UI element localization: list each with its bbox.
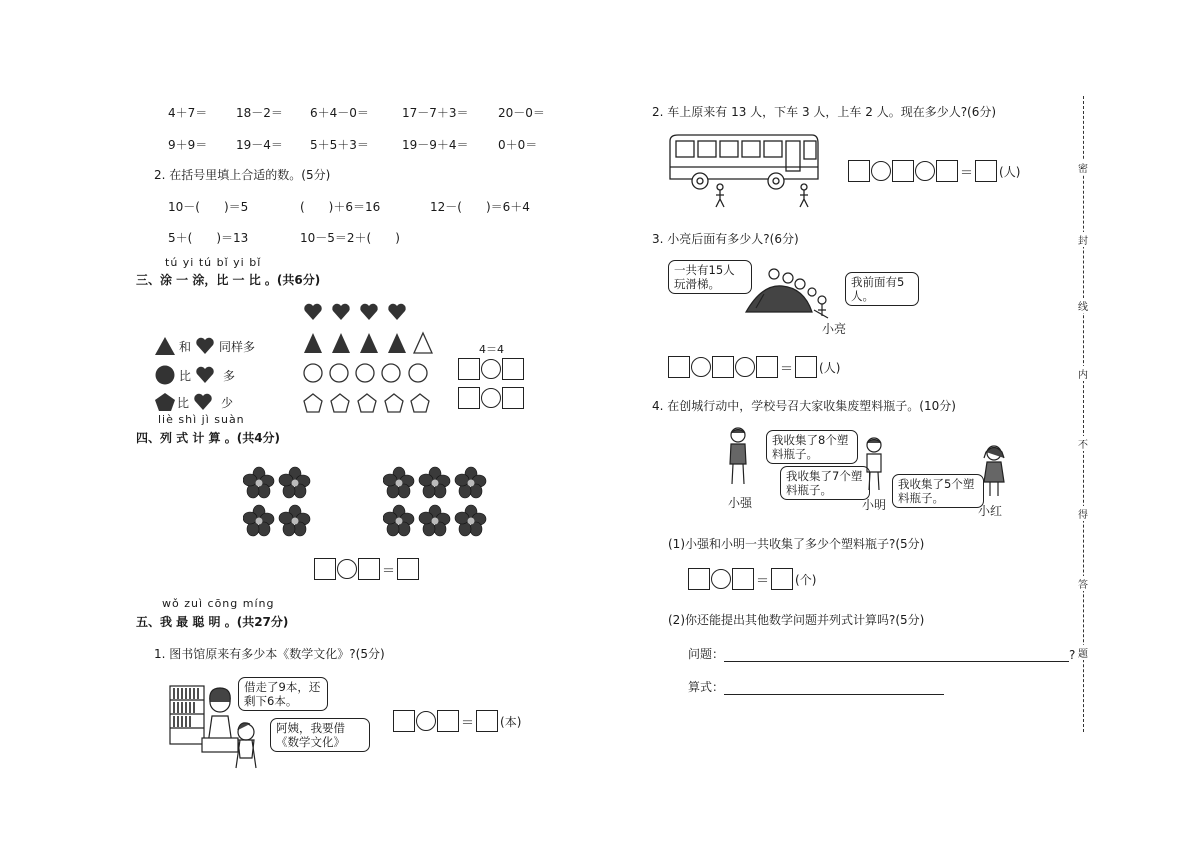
formula-line	[688, 678, 944, 695]
pentagons-row	[303, 392, 433, 417]
answer-circle[interactable]	[481, 359, 501, 379]
answer-box[interactable]	[795, 356, 817, 378]
answer-circle[interactable]	[871, 161, 891, 181]
answer-box[interactable]	[358, 558, 380, 580]
equals-sign: ＝	[960, 165, 974, 181]
bus-illustration	[666, 131, 824, 214]
r-q3-title: 3. 小亮后面有多少人?(6分)	[652, 232, 799, 246]
answer-box[interactable]	[771, 568, 793, 590]
answer-box[interactable]	[668, 356, 690, 378]
fill-item: 10－5＝2＋( )	[300, 231, 400, 245]
seal-char: 题	[1078, 645, 1088, 660]
seal-dashed-line	[1083, 96, 1084, 732]
formula-input[interactable]	[724, 681, 944, 695]
compare-row-same	[154, 336, 255, 356]
compare-tail: 多	[223, 368, 236, 383]
heart-icon	[193, 393, 213, 411]
compare-conn: 比	[177, 395, 190, 410]
seal-char: 密	[1078, 160, 1088, 175]
unit-label: (人)	[999, 164, 1021, 179]
seal-char: 线	[1078, 298, 1088, 313]
r-q4-sub1: (1)小强和小明一共收集了多少个塑料瓶子?(5分)	[668, 537, 925, 551]
answer-box[interactable]	[476, 710, 498, 732]
heart-icons	[303, 302, 408, 322]
slide-picture	[742, 264, 842, 322]
compare-tail: 少	[221, 395, 234, 410]
compare-conn: 比	[179, 368, 192, 383]
question-input[interactable]	[724, 648, 1069, 662]
flower-icons	[243, 466, 315, 538]
q5-1-title: 1. 图书馆原来有多少本《数学文化》?(5分)	[154, 647, 385, 661]
q2-title: 2. 在括号里填上合适的数。(5分)	[154, 168, 331, 182]
equals-sign: ＝	[461, 715, 475, 731]
arith-item: 20－0＝	[498, 106, 545, 120]
heart-icon	[195, 337, 215, 355]
seal-char: 不	[1078, 436, 1088, 451]
sec4-pinyin: liè shì jì suàn	[158, 413, 245, 426]
equals-sign: ＝	[756, 573, 770, 589]
r-q4-equation	[688, 568, 816, 590]
person-label: 小明	[862, 498, 887, 512]
r-q4-title: 4. 在创城行动中，学校号召大家收集废塑料瓶子。(10分)	[652, 399, 956, 413]
answer-box[interactable]	[892, 160, 914, 182]
answer-box[interactable]	[712, 356, 734, 378]
speech-bubble: 阿姨，我要借《数学文化》	[270, 718, 370, 752]
person-label: 小红	[978, 504, 1003, 518]
circle-icon	[154, 365, 176, 385]
arith-item: 9＋9＝	[168, 138, 208, 152]
triangle-icon	[154, 336, 176, 356]
formula-label: 算式：	[688, 680, 725, 694]
hearts-row	[303, 302, 408, 325]
compare-conn: 和	[179, 339, 192, 354]
seal-char: 得	[1078, 506, 1088, 521]
answer-circle[interactable]	[416, 711, 436, 731]
arith-item: 0＋0＝	[498, 138, 538, 152]
r-q4-sub2: (2)你还能提出其他数学问题并列式计算吗?(5分)	[668, 613, 925, 627]
speech-bubble: 我前面有5人。	[845, 272, 919, 306]
slide-illustration	[742, 264, 842, 325]
pentagon-icon	[154, 392, 176, 412]
triangles-row	[303, 331, 433, 358]
r-q2-equation	[848, 160, 1020, 182]
sec4-title: 四、列 式 计 算 。(共4分)	[136, 431, 281, 445]
compare-row-less	[154, 392, 233, 412]
person-label: 小强	[728, 496, 753, 510]
boy-picture	[726, 426, 750, 488]
question-label: 问题：	[688, 647, 725, 661]
seal-char: 答	[1078, 576, 1088, 591]
answer-circle[interactable]	[711, 569, 731, 589]
arith-item: 18－2＝	[236, 106, 283, 120]
answer-row-2	[458, 387, 524, 409]
circles-row	[303, 362, 433, 387]
equals-sign: ＝	[780, 361, 794, 377]
q5-1-equation	[393, 710, 521, 732]
answer-box[interactable]	[936, 160, 958, 182]
answer-circle[interactable]	[915, 161, 935, 181]
speech-bubble: 我收集了7个塑料瓶子。	[780, 466, 870, 500]
arith-item: 4＋7＝	[168, 106, 208, 120]
answer-circle[interactable]	[691, 357, 711, 377]
circle-icons	[303, 362, 433, 384]
bus-picture	[666, 131, 824, 211]
triangle-icons	[303, 331, 433, 355]
question-mark: ?	[1069, 648, 1076, 662]
sec4-equation	[314, 558, 419, 580]
arith-item: 17－7＋3＝	[402, 106, 469, 120]
fill-item: 12－( )＝6＋4	[430, 200, 530, 214]
r-q3-equation	[668, 356, 840, 378]
flower-icons	[383, 466, 491, 538]
answer-box[interactable]	[502, 387, 524, 409]
sec5-title: 五、我 最 聪 明 。(共27分)	[136, 615, 289, 629]
speech-bubble: 我收集了5个塑料瓶子。	[892, 474, 984, 508]
pentagon-icons	[303, 392, 433, 414]
answer-box[interactable]	[458, 387, 480, 409]
unit-label: (本)	[500, 714, 522, 729]
compare-row-more	[154, 365, 235, 385]
speech-bubble: 借走了9本，还剩下6本。	[238, 677, 328, 711]
heart-icon	[195, 366, 215, 384]
seal-char: 内	[1078, 366, 1088, 381]
answer-box[interactable]	[975, 160, 997, 182]
child-figure-a	[726, 426, 750, 491]
answer-box[interactable]	[314, 558, 336, 580]
sec5-pinyin: wǒ zuì cōng míng	[162, 597, 275, 610]
answer-box[interactable]	[732, 568, 754, 590]
equals-sign: ＝	[382, 563, 396, 579]
answer-box[interactable]	[756, 356, 778, 378]
sec3-title: 三、涂 一 涂，比 一 比 。(共6分)	[136, 273, 321, 287]
answer-circle[interactable]	[337, 559, 357, 579]
answer-box[interactable]	[458, 358, 480, 380]
r-q2-title: 2. 车上原来有 13 人，下车 3 人，上车 2 人。现在多少人?(6分)	[652, 105, 997, 119]
seal-char: 封	[1078, 232, 1088, 247]
flower-group-left	[243, 466, 315, 541]
answer-box[interactable]	[437, 710, 459, 732]
unit-label: (人)	[819, 360, 841, 375]
arith-item: 6＋4－0＝	[310, 106, 369, 120]
child-figure-c	[980, 444, 1008, 503]
answer-box[interactable]	[502, 358, 524, 380]
flower-group-right	[383, 466, 491, 541]
answer-box[interactable]	[848, 160, 870, 182]
fill-item: 5＋( )＝13	[168, 231, 249, 245]
answer-box[interactable]	[397, 558, 419, 580]
fill-item: 10－( )＝5	[168, 200, 249, 214]
unit-label: (个)	[795, 572, 817, 587]
answer-circle[interactable]	[481, 388, 501, 408]
answer-row-1	[458, 358, 524, 380]
arith-item: 19－9＋4＝	[402, 138, 469, 152]
example-equation: 4＝4	[479, 343, 504, 356]
fill-item: ( )＋6＝16	[300, 200, 381, 214]
speech-bubble: 一共有15人玩滑梯。	[668, 260, 752, 294]
child-figure-b	[862, 436, 886, 497]
arith-item: 19－4＝	[236, 138, 283, 152]
person-label: 小亮	[822, 322, 847, 336]
girl-picture	[980, 444, 1008, 500]
answer-box[interactable]	[688, 568, 710, 590]
compare-tail: 同样多	[219, 339, 256, 354]
answer-box[interactable]	[393, 710, 415, 732]
boy-picture	[862, 436, 886, 494]
sec3-pinyin: tú yi tú bǐ yi bǐ	[165, 256, 262, 269]
speech-bubble: 我收集了8个塑料瓶子。	[766, 430, 858, 464]
answer-circle[interactable]	[735, 357, 755, 377]
arith-item: 5＋5＋3＝	[310, 138, 369, 152]
question-line	[688, 645, 1075, 662]
